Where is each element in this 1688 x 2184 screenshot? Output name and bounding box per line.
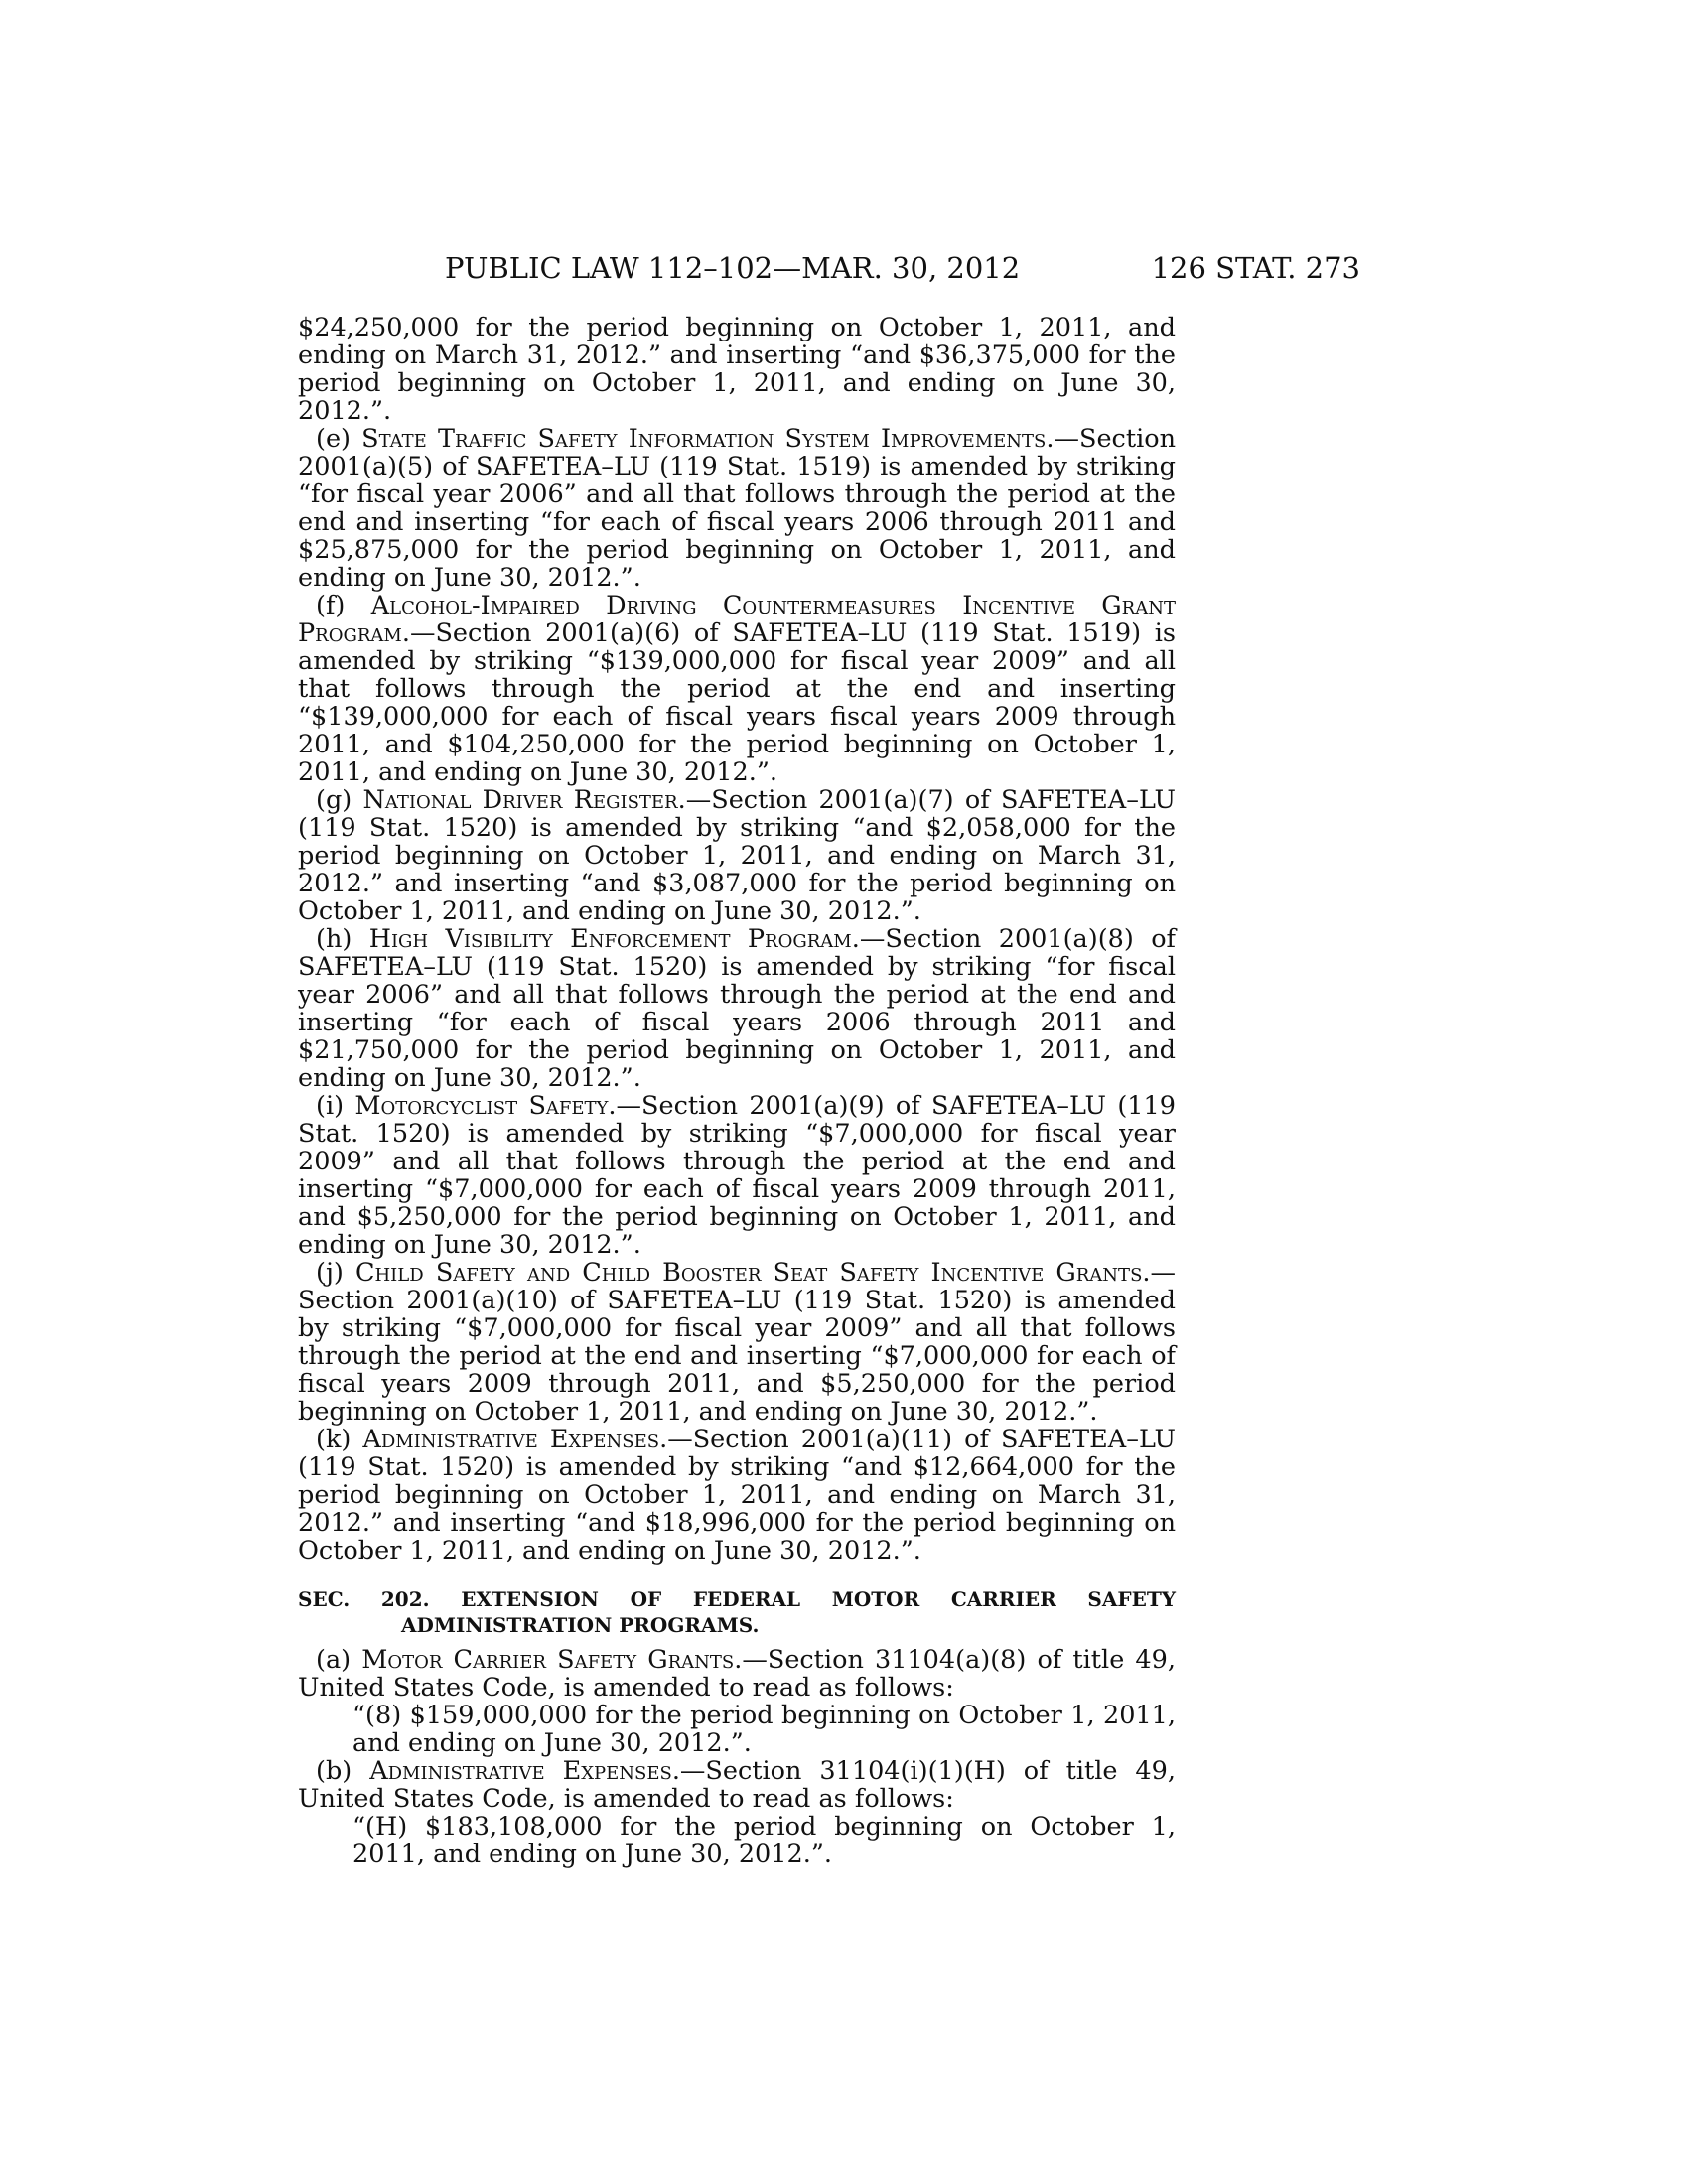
subsection-heading: High Visibility Enforcement Program. — [368, 924, 860, 954]
quoted-amendment-b — [298, 1813, 1176, 1868]
quoted-text: “(8) $159,000,000 for the period beginning on October 1, 2011, and ending on June 30, 2012.”. — [352, 1701, 1176, 1758]
subsection-text: —Section 31104(a)(8) of title 49, United States Code, is amended to read as follows: — [298, 1645, 1176, 1703]
paragraph-text: $24,250,000 for the period beginning on October 1, 2011, and ending on March 31, 2012.” and inserting “and $36,375,000 for the period beginning on October 1, 2011, and ending on June 30, 2012.”. — [298, 313, 1176, 426]
running-head: PUBLIC LAW 112–102—MAR. 30, 2012 — [445, 251, 1021, 285]
subsection-text: —Section 2001(a)(7) of SAFETEA–LU (119 Stat. 1520) is amended by striking “and $2,058,000 for the period beginning on October 1, 2011, and ending on March 31, 2012.” and inserting “and $3,087,000 for the period beginning on October 1, 2011, and ending on June 30, 2012.”. — [298, 785, 1176, 926]
paragraph-continuation — [298, 314, 1176, 425]
subsection-j — [298, 1259, 1176, 1426]
subsection-label: (f) — [316, 591, 371, 620]
quoted-amendment-a — [298, 1702, 1176, 1757]
subsection-heading: Child Safety and Child Booster Seat Safety Incentive Grants. — [354, 1258, 1151, 1288]
subsection-text: —Section 2001(a)(8) of SAFETEA–LU (119 Stat. 1520) is amended by striking “for fiscal year 2006” and all that follows through the period at the end and inserting “for each of fiscal years 2006 through 2011 and $21,750,000 for the period beginning on October 1, 2011, and ending on June 30, 2012.”. — [298, 924, 1176, 1093]
section-202-subsection-b — [298, 1757, 1176, 1813]
subsection-label: (j) — [316, 1258, 355, 1288]
section-202-subsection-a — [298, 1646, 1176, 1702]
subsection-heading: Administrative Expenses. — [369, 1756, 680, 1786]
subsection-text: —Section 2001(a)(6) of SAFETEA–LU (119 Stat. 1519) is amended by striking “$139,000,000 for fiscal year 2009” and all that follows through the period at the end and inserting “$139,000,000 for each of fiscal years fiscal years 2009 through 2011, and $104,250,000 for the period beginning on October 1, 2011, and ending on June 30, 2012.”. — [298, 618, 1176, 787]
subsection-text: —Section 2001(a)(10) of SAFETEA–LU (119 Stat. 1520) is amended by striking “$7,000,000 for fiscal year 2009” and all that follows through the period at the end and inserting “$7,000,000 for each of fiscal years 2009 through 2011, and $5,250,000 for the period beginning on October 1, 2011, and ending on June 30, 2012.”. — [298, 1258, 1176, 1427]
subsection-label: (e) — [316, 424, 362, 454]
subsection-heading: Motor Carrier Safety Grants. — [361, 1645, 743, 1675]
subsection-heading: Motorcyclist Safety. — [354, 1091, 617, 1121]
subsection-label: (i) — [316, 1091, 355, 1121]
subsection-heading: Administrative Expenses. — [362, 1425, 668, 1454]
subsection-text: —Section 2001(a)(9) of SAFETEA–LU (119 Stat. 1520) is amended by striking “$7,000,000 for fiscal year 2009” and all that follows through the period at the end and inserting “$7,000,000 for each of fiscal years 2009 through 2011, and $5,250,000 for the period beginning on October 1, 2011, and ending on June 30, 2012.”. — [298, 1091, 1176, 1260]
statute-page-reference: 126 STAT. 273 — [1151, 251, 1360, 285]
subsection-f — [298, 592, 1176, 786]
subsection-g — [298, 786, 1176, 925]
page-header — [298, 248, 1360, 288]
subsection-h — [298, 925, 1176, 1092]
document-body — [298, 314, 1176, 1868]
subsection-label: (k) — [316, 1425, 363, 1454]
subsection-k — [298, 1426, 1176, 1565]
subsection-text: —Section 2001(a)(11) of SAFETEA–LU (119 Stat. 1520) is amended by striking “and $12,664,000 for the period beginning on October 1, 2011, and ending on March 31, 2012.” and inserting “and $18,996,000 for the period beginning on October 1, 2011, and ending on June 30, 2012.”. — [298, 1425, 1176, 1566]
subsection-i — [298, 1092, 1176, 1259]
subsection-label: (g) — [316, 785, 363, 815]
subsection-heading: National Driver Register. — [362, 785, 686, 815]
subsection-text: —Section 31104(i)(1)(H) of title 49, United States Code, is amended to read as follows: — [298, 1756, 1176, 1814]
subsection-label: (b) — [316, 1756, 370, 1786]
subsection-e — [298, 425, 1176, 592]
subsection-label: (h) — [316, 924, 369, 954]
quoted-text: “(H) $183,108,000 for the period beginning on October 1, 2011, and ending on June 30, 2012.”. — [352, 1812, 1176, 1869]
subsection-label: (a) — [316, 1645, 362, 1675]
section-202-heading: SEC. 202. EXTENSION OF FEDERAL MOTOR CARRIER SAFETY ADMINISTRATION PROGRAMS. — [298, 1587, 1176, 1637]
subsection-text: —Section 2001(a)(5) of SAFETEA–LU (119 Stat. 1519) is amended by striking “for fiscal year 2006” and all that follows through the period at the end and inserting “for each of fiscal years 2006 through 2011 and $25,875,000 for the period beginning on October 1, 2011, and ending on June 30, 2012.”. — [298, 424, 1177, 593]
subsection-heading: Alcohol-Impaired Driving Countermeasures Incentive Grant Program. — [298, 591, 1176, 648]
subsection-heading: State Traffic Safety Information System Improvements. — [361, 424, 1055, 454]
